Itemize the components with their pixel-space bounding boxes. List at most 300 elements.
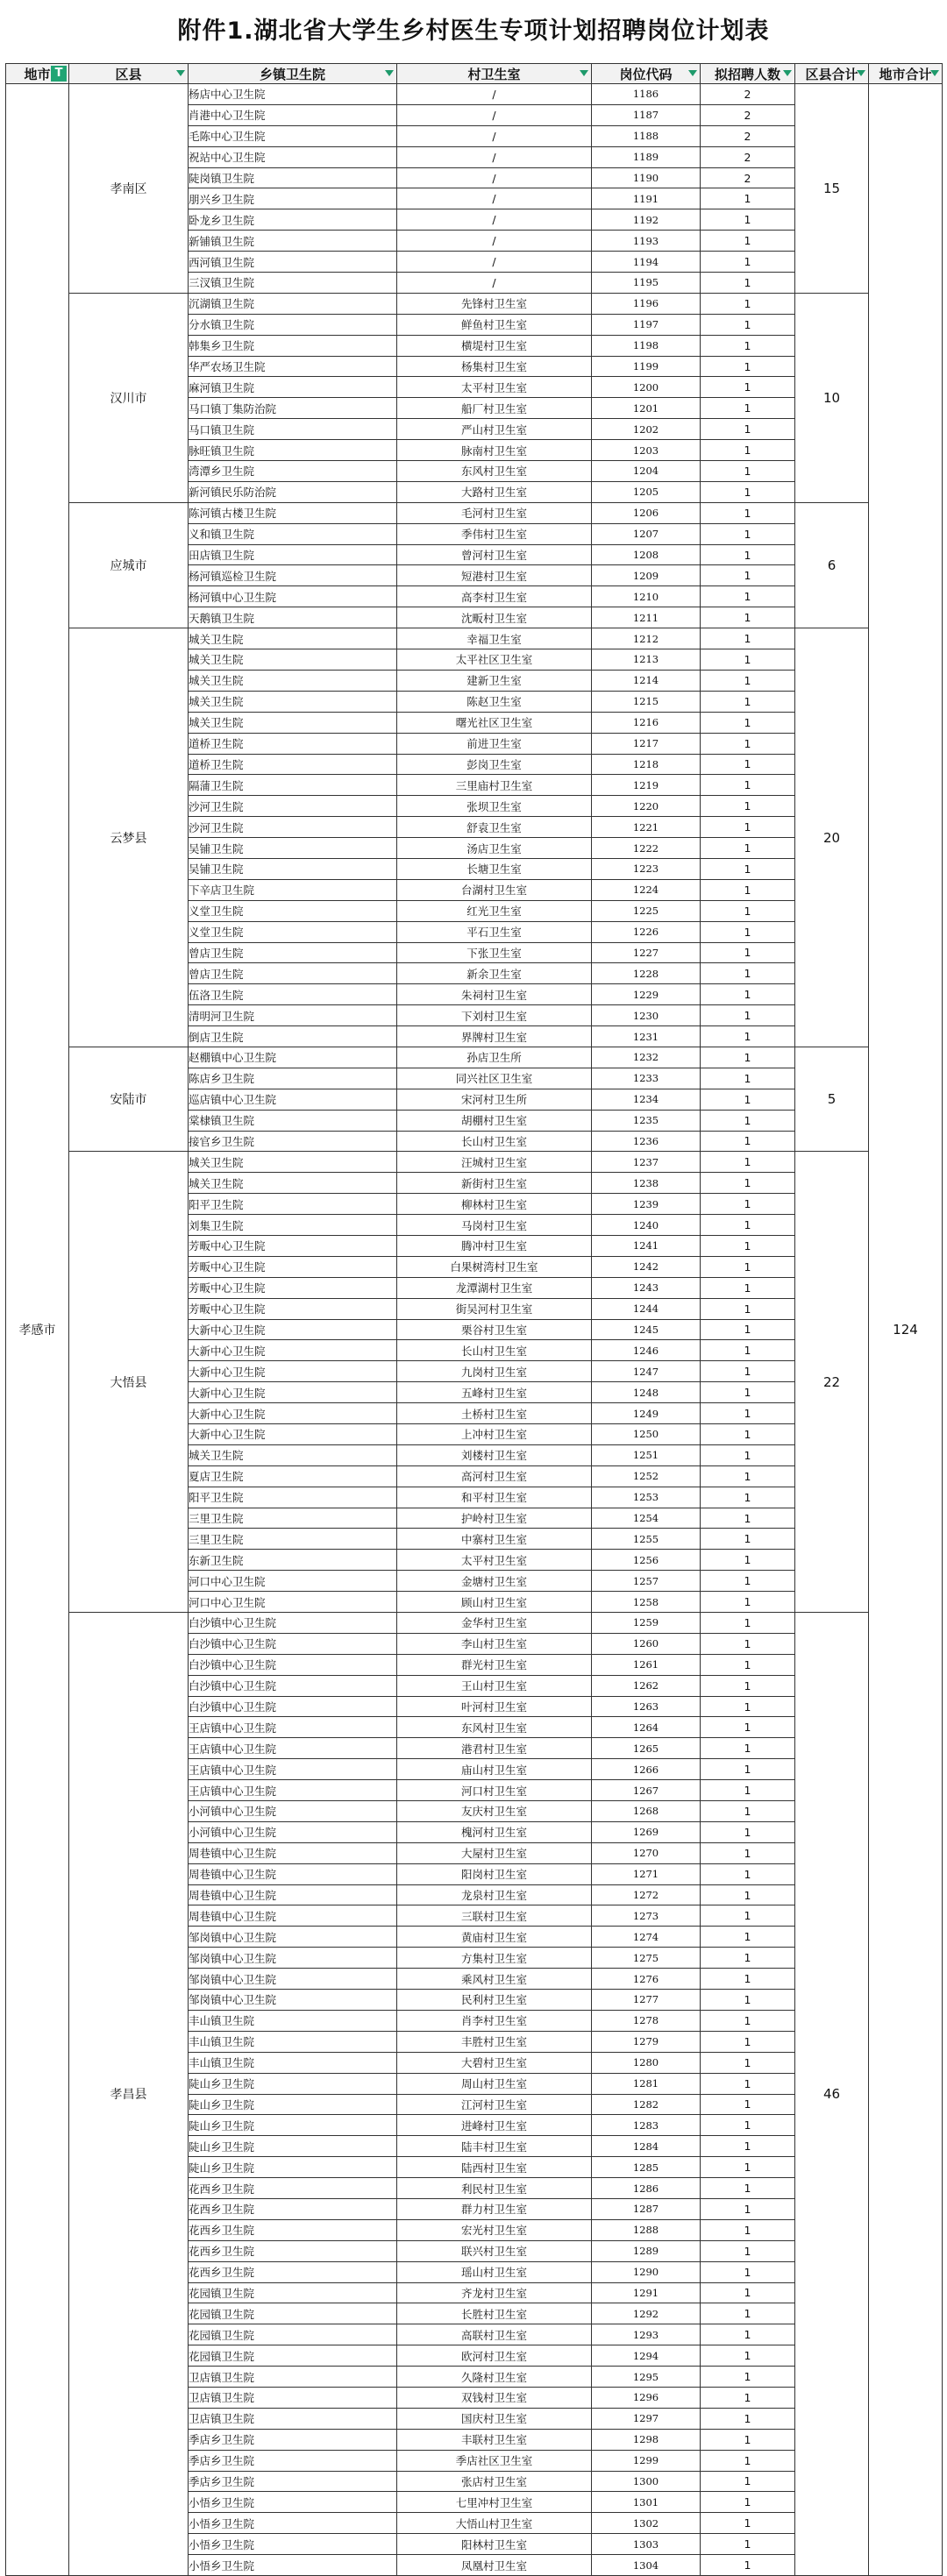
village-clinic-cell: 庙山村卫生室 <box>397 1759 592 1780</box>
position-code-cell: 1251 <box>592 1444 701 1465</box>
village-clinic-cell: 季店社区卫生室 <box>397 2450 592 2471</box>
township-hospital-cell: 隔蒲卫生院 <box>189 775 397 796</box>
recruit-count-cell: 1 <box>701 1550 795 1571</box>
position-code-cell: 1188 <box>592 125 701 146</box>
position-code-cell: 1247 <box>592 1361 701 1382</box>
position-code-cell: 1263 <box>592 1696 701 1717</box>
recruit-count-cell: 1 <box>701 231 795 252</box>
township-hospital-cell: 伍洛卫生院 <box>189 984 397 1005</box>
position-code-cell: 1224 <box>592 879 701 900</box>
header-city-total: 地市合计 <box>869 64 943 84</box>
township-hospital-cell: 王店镇中心卫生院 <box>189 1738 397 1759</box>
township-hospital-cell: 花园镇卫生院 <box>189 2345 397 2367</box>
county-total-cell: 5 <box>795 1047 869 1151</box>
position-code-cell: 1291 <box>592 2282 701 2303</box>
township-hospital-cell: 卫店镇卫生院 <box>189 2367 397 2388</box>
position-code-cell: 1231 <box>592 1026 701 1047</box>
village-clinic-cell: 横堤村卫生室 <box>397 335 592 356</box>
recruit-count-cell: 1 <box>701 1821 795 1842</box>
village-clinic-cell: 友庆村卫生室 <box>397 1801 592 1822</box>
township-hospital-cell: 道桥卫生院 <box>189 733 397 754</box>
position-code-cell: 1272 <box>592 1884 701 1905</box>
village-clinic-cell: 柳林村卫生室 <box>397 1194 592 1215</box>
village-clinic-cell: 舒袁卫生室 <box>397 817 592 838</box>
village-clinic-cell: / <box>397 209 592 231</box>
position-code-cell: 1252 <box>592 1465 701 1487</box>
position-code-cell: 1276 <box>592 1969 701 1990</box>
filter-dropdown-icon[interactable] <box>385 70 394 76</box>
township-hospital-cell: 脉旺镇卫生院 <box>189 440 397 461</box>
recruitment-table <box>5 63 943 2576</box>
village-clinic-cell: 港君村卫生室 <box>397 1738 592 1759</box>
county-cell: 孝昌县 <box>69 1613 189 2576</box>
recruit-count-cell: 1 <box>701 712 795 733</box>
recruit-count-cell: 1 <box>701 1131 795 1152</box>
position-code-cell: 1211 <box>592 607 701 628</box>
village-clinic-cell: 王山村卫生室 <box>397 1675 592 1696</box>
village-clinic-cell: 马岗村卫生室 <box>397 1215 592 1236</box>
township-hospital-cell: 湾潭乡卫生院 <box>189 461 397 482</box>
position-code-cell: 1271 <box>592 1863 701 1884</box>
village-clinic-cell: 金华村卫生室 <box>397 1613 592 1634</box>
village-clinic-cell: 街吴河村卫生室 <box>397 1298 592 1319</box>
recruit-count-cell: 1 <box>701 1675 795 1696</box>
recruit-count-cell: 1 <box>701 1110 795 1131</box>
recruit-count-cell: 1 <box>701 2492 795 2513</box>
township-hospital-cell: 城关卫生院 <box>189 691 397 712</box>
village-clinic-cell: 同兴社区卫生室 <box>397 1068 592 1089</box>
township-hospital-cell: 棠棣镇卫生院 <box>189 1110 397 1131</box>
village-clinic-cell: 宋河村卫生所 <box>397 1089 592 1110</box>
township-hospital-cell: 巡店镇中心卫生院 <box>189 1089 397 1110</box>
village-clinic-cell: 联兴村卫生室 <box>397 2240 592 2261</box>
position-code-cell: 1215 <box>592 691 701 712</box>
township-hospital-cell: 陡岗镇卫生院 <box>189 167 397 188</box>
recruit-count-cell: 1 <box>701 1235 795 1256</box>
position-code-cell: 1304 <box>592 2555 701 2576</box>
recruit-count-cell: 1 <box>701 2115 795 2136</box>
position-code-cell: 1205 <box>592 481 701 502</box>
position-code-cell: 1255 <box>592 1529 701 1550</box>
header-village-clinic: 村卫生室 <box>397 64 592 84</box>
township-hospital-cell: 花西乡卫生院 <box>189 2178 397 2199</box>
position-code-cell: 1264 <box>592 1717 701 1738</box>
position-code-cell: 1200 <box>592 377 701 398</box>
township-hospital-cell: 邹岗镇中心卫生院 <box>189 1927 397 1948</box>
recruit-count-cell: 1 <box>701 586 795 607</box>
recruit-count-cell: 1 <box>701 1256 795 1277</box>
township-hospital-cell: 义堂卫生院 <box>189 900 397 921</box>
township-hospital-cell: 吴铺卫生院 <box>189 838 397 859</box>
recruit-count-cell: 1 <box>701 502 795 523</box>
village-clinic-cell: 东风村卫生室 <box>397 461 592 482</box>
recruit-count-cell: 1 <box>701 356 795 377</box>
township-hospital-cell: 沙河卫生院 <box>189 796 397 817</box>
position-code-cell: 1190 <box>592 167 701 188</box>
township-hospital-cell: 白沙镇中心卫生院 <box>189 1633 397 1654</box>
village-clinic-cell: 高李村卫生室 <box>397 586 592 607</box>
recruit-count-cell: 1 <box>701 1633 795 1654</box>
recruit-count-cell: 1 <box>701 1613 795 1634</box>
filter-dropdown-icon[interactable] <box>176 70 185 76</box>
township-hospital-cell: 城关卫生院 <box>189 1444 397 1465</box>
village-clinic-cell: / <box>397 146 592 167</box>
township-hospital-cell: 东新卫生院 <box>189 1550 397 1571</box>
recruit-count-cell: 1 <box>701 2429 795 2450</box>
table-row <box>6 1613 943 1634</box>
village-clinic-cell: 红光卫生室 <box>397 900 592 921</box>
position-code-cell: 1234 <box>592 1089 701 1110</box>
position-code-cell: 1269 <box>592 1821 701 1842</box>
recruit-count-cell: 1 <box>701 2513 795 2534</box>
position-code-cell: 1198 <box>592 335 701 356</box>
township-hospital-cell: 河口中心卫生院 <box>189 1592 397 1613</box>
village-clinic-cell: 毛河村卫生室 <box>397 502 592 523</box>
township-hospital-cell: 大新中心卫生院 <box>189 1361 397 1382</box>
recruit-count-cell: 1 <box>701 1969 795 1990</box>
township-hospital-cell: 西河镇卫生院 <box>189 252 397 273</box>
filter-dropdown-icon[interactable] <box>783 70 792 76</box>
county-total-cell: 10 <box>795 293 869 502</box>
position-code-cell: 1270 <box>592 1842 701 1863</box>
township-hospital-cell: 赵棚镇中心卫生院 <box>189 1047 397 1068</box>
village-clinic-cell: 脉南村卫生室 <box>397 440 592 461</box>
recruit-count-cell: 1 <box>701 377 795 398</box>
recruit-count-cell: 1 <box>701 796 795 817</box>
position-code-cell: 1258 <box>592 1592 701 1613</box>
position-code-cell: 1283 <box>592 2115 701 2136</box>
township-hospital-cell: 城关卫生院 <box>189 670 397 691</box>
position-code-cell: 1192 <box>592 209 701 231</box>
position-code-cell: 1195 <box>592 273 701 294</box>
village-clinic-cell: 大屋村卫生室 <box>397 1842 592 1863</box>
county-total-cell: 6 <box>795 502 869 628</box>
township-hospital-cell: 王店镇中心卫生院 <box>189 1759 397 1780</box>
position-code-cell: 1191 <box>592 188 701 209</box>
recruit-count-cell: 1 <box>701 314 795 335</box>
recruit-count-cell: 1 <box>701 2178 795 2199</box>
village-clinic-cell: 宏光村卫生室 <box>397 2219 592 2240</box>
position-code-cell: 1210 <box>592 586 701 607</box>
township-hospital-cell: 芳畈中心卫生院 <box>189 1298 397 1319</box>
position-code-cell: 1293 <box>592 2324 701 2345</box>
township-hospital-cell: 丰山镇卫生院 <box>189 2052 397 2073</box>
position-code-cell: 1285 <box>592 2157 701 2178</box>
filter-dropdown-icon[interactable] <box>688 70 697 76</box>
position-code-cell: 1279 <box>592 2031 701 2052</box>
position-code-cell: 1241 <box>592 1235 701 1256</box>
recruit-count-cell: 1 <box>701 900 795 921</box>
township-hospital-cell: 季店乡卫生院 <box>189 2450 397 2471</box>
position-code-cell: 1187 <box>592 104 701 125</box>
township-hospital-cell: 吴铺卫生院 <box>189 858 397 879</box>
table-row <box>6 1152 943 1173</box>
recruit-count-cell: 1 <box>701 754 795 775</box>
village-clinic-cell: 朱祠村卫生室 <box>397 984 592 1005</box>
recruit-count-cell: 1 <box>701 2450 795 2471</box>
recruit-count-cell: 1 <box>701 461 795 482</box>
recruit-count-cell: 1 <box>701 2073 795 2094</box>
recruit-count-cell: 1 <box>701 1654 795 1675</box>
filter-active-icon[interactable]: T <box>51 66 67 82</box>
village-clinic-cell: 张店村卫生室 <box>397 2471 592 2492</box>
recruit-count-cell: 1 <box>701 1529 795 1550</box>
village-clinic-cell: 栗谷村卫生室 <box>397 1319 592 1340</box>
village-clinic-cell: / <box>397 104 592 125</box>
recruit-count-cell: 1 <box>701 838 795 859</box>
township-hospital-cell: 道桥卫生院 <box>189 754 397 775</box>
position-code-cell: 1260 <box>592 1633 701 1654</box>
position-code-cell: 1242 <box>592 1256 701 1277</box>
county-total-cell: 22 <box>795 1152 869 1613</box>
village-clinic-cell: 建新卫生室 <box>397 670 592 691</box>
header-county-total: 区县合计 <box>795 64 869 84</box>
position-code-cell: 1286 <box>592 2178 701 2199</box>
township-hospital-cell: 邹岗镇中心卫生院 <box>189 1948 397 1969</box>
township-hospital-cell: 花园镇卫生院 <box>189 2303 397 2324</box>
village-clinic-cell: 槐河村卫生室 <box>397 1821 592 1842</box>
township-hospital-cell: 芳畈中心卫生院 <box>189 1235 397 1256</box>
position-code-cell: 1193 <box>592 231 701 252</box>
recruit-count-cell: 1 <box>701 481 795 502</box>
township-hospital-cell: 卫店镇卫生院 <box>189 2387 397 2408</box>
township-hospital-cell: 王店镇中心卫生院 <box>189 1717 397 1738</box>
recruit-count-cell: 1 <box>701 1738 795 1759</box>
recruit-count-cell: 1 <box>701 984 795 1005</box>
village-clinic-cell: 丰联村卫生室 <box>397 2429 592 2450</box>
position-code-cell: 1199 <box>592 356 701 377</box>
recruit-count-cell: 1 <box>701 440 795 461</box>
village-clinic-cell: 严山村卫生室 <box>397 419 592 440</box>
township-hospital-cell: 周巷镇中心卫生院 <box>189 1884 397 1905</box>
position-code-cell: 1233 <box>592 1068 701 1089</box>
filter-dropdown-icon[interactable] <box>580 70 588 76</box>
recruit-count-cell: 1 <box>701 2408 795 2429</box>
position-code-cell: 1297 <box>592 2408 701 2429</box>
recruit-count-cell: 1 <box>701 252 795 273</box>
recruit-count-cell: 1 <box>701 2324 795 2345</box>
township-hospital-cell: 华严农场卫生院 <box>189 356 397 377</box>
filter-dropdown-icon[interactable] <box>930 70 939 76</box>
position-code-cell: 1207 <box>592 523 701 544</box>
position-code-cell: 1295 <box>592 2367 701 2388</box>
village-clinic-cell: 五峰村卫生室 <box>397 1382 592 1403</box>
township-hospital-cell: 沙河卫生院 <box>189 817 397 838</box>
county-cell: 汉川市 <box>69 293 189 502</box>
page-title: 附件1.湖北省大学生乡村医生专项计划招聘岗位计划表 <box>177 18 770 45</box>
position-code-cell: 1243 <box>592 1277 701 1298</box>
village-clinic-cell: 齐龙村卫生室 <box>397 2282 592 2303</box>
recruit-count-cell: 1 <box>701 1444 795 1465</box>
position-code-cell: 1265 <box>592 1738 701 1759</box>
recruit-count-cell: 1 <box>701 2555 795 2576</box>
village-clinic-cell: 顾山村卫生室 <box>397 1592 592 1613</box>
village-clinic-cell: 大碧村卫生室 <box>397 2052 592 2073</box>
village-clinic-cell: 沈畈村卫生室 <box>397 607 592 628</box>
position-code-cell: 1208 <box>592 544 701 565</box>
position-code-cell: 1219 <box>592 775 701 796</box>
village-clinic-cell: 欧河村卫生室 <box>397 2345 592 2367</box>
position-code-cell: 1239 <box>592 1194 701 1215</box>
recruit-count-cell: 1 <box>701 963 795 984</box>
village-clinic-cell: 瑶山村卫生室 <box>397 2261 592 2282</box>
township-hospital-cell: 马口镇丁集防治院 <box>189 398 397 419</box>
recruit-count-cell: 2 <box>701 167 795 188</box>
township-hospital-cell: 陡山乡卫生院 <box>189 2094 397 2115</box>
position-code-cell: 1266 <box>592 1759 701 1780</box>
recruit-count-cell: 1 <box>701 1801 795 1822</box>
village-clinic-cell: 大悟山村卫生室 <box>397 2513 592 2534</box>
village-clinic-cell: 方集村卫生室 <box>397 1948 592 1969</box>
position-code-cell: 1237 <box>592 1152 701 1173</box>
recruit-count-cell: 1 <box>701 1382 795 1403</box>
village-clinic-cell: 河口村卫生室 <box>397 1780 592 1801</box>
village-clinic-cell: 土桥村卫生室 <box>397 1403 592 1424</box>
township-hospital-cell: 河口中心卫生院 <box>189 1571 397 1592</box>
recruit-count-cell: 1 <box>701 607 795 628</box>
township-hospital-cell: 花园镇卫生院 <box>189 2324 397 2345</box>
township-hospital-cell: 王店镇中心卫生院 <box>189 1780 397 1801</box>
position-code-cell: 1287 <box>592 2198 701 2219</box>
village-clinic-cell: 陈赵卫生室 <box>397 691 592 712</box>
position-code-cell: 1189 <box>592 146 701 167</box>
village-clinic-cell: 护岭村卫生室 <box>397 1508 592 1529</box>
township-hospital-cell: 曾店卫生院 <box>189 942 397 963</box>
township-hospital-cell: 大新中心卫生院 <box>189 1382 397 1403</box>
village-clinic-cell: 九岗村卫生室 <box>397 1361 592 1382</box>
recruit-count-cell: 1 <box>701 2303 795 2324</box>
recruit-count-cell: 1 <box>701 398 795 419</box>
recruit-count-cell: 1 <box>701 523 795 544</box>
recruit-count-cell: 1 <box>701 921 795 942</box>
position-code-cell: 1299 <box>592 2450 701 2471</box>
position-code-cell: 1230 <box>592 1005 701 1026</box>
township-hospital-cell: 清明河卫生院 <box>189 1005 397 1026</box>
village-clinic-cell: 腾冲村卫生室 <box>397 1235 592 1256</box>
village-clinic-cell: 阳林村卫生室 <box>397 2534 592 2555</box>
position-code-cell: 1240 <box>592 1215 701 1236</box>
position-code-cell: 1246 <box>592 1340 701 1361</box>
position-code-cell: 1288 <box>592 2219 701 2240</box>
village-clinic-cell: 长胜村卫生室 <box>397 2303 592 2324</box>
position-code-cell: 1213 <box>592 649 701 671</box>
recruit-count-cell: 1 <box>701 858 795 879</box>
position-code-cell: 1250 <box>592 1424 701 1445</box>
township-hospital-cell: 沉湖镇卫生院 <box>189 293 397 314</box>
position-code-cell: 1280 <box>592 2052 701 2073</box>
county-cell: 应城市 <box>69 502 189 628</box>
township-hospital-cell: 新铺镇卫生院 <box>189 231 397 252</box>
village-clinic-cell: 彭岗卫生室 <box>397 754 592 775</box>
village-clinic-cell: 曾河村卫生室 <box>397 544 592 565</box>
position-code-cell: 1203 <box>592 440 701 461</box>
village-clinic-cell: 汤店卫生室 <box>397 838 592 859</box>
position-code-cell: 1201 <box>592 398 701 419</box>
position-code-cell: 1290 <box>592 2261 701 2282</box>
position-code-cell: 1274 <box>592 1927 701 1948</box>
recruit-count-cell: 1 <box>701 2534 795 2555</box>
village-clinic-cell: 前进卫生室 <box>397 733 592 754</box>
position-code-cell: 1296 <box>592 2387 701 2408</box>
recruit-count-cell: 1 <box>701 2240 795 2261</box>
township-hospital-cell: 芳畈中心卫生院 <box>189 1256 397 1277</box>
position-code-cell: 1302 <box>592 2513 701 2534</box>
recruit-count-cell: 1 <box>701 628 795 649</box>
position-code-cell: 1303 <box>592 2534 701 2555</box>
position-code-cell: 1222 <box>592 838 701 859</box>
recruit-count-cell: 1 <box>701 817 795 838</box>
township-hospital-cell: 小悟乡卫生院 <box>189 2492 397 2513</box>
township-hospital-cell: 陡山乡卫生院 <box>189 2136 397 2157</box>
village-clinic-cell: 幸福卫生室 <box>397 628 592 649</box>
position-code-cell: 1218 <box>592 754 701 775</box>
recruit-count-cell: 1 <box>701 670 795 691</box>
header-county: 区县 <box>69 64 189 84</box>
township-hospital-cell: 花西乡卫生院 <box>189 2261 397 2282</box>
village-clinic-cell: 下张卫生室 <box>397 942 592 963</box>
township-hospital-cell: 大新中心卫生院 <box>189 1340 397 1361</box>
recruit-count-cell: 1 <box>701 2136 795 2157</box>
village-clinic-cell: 叶河村卫生室 <box>397 1696 592 1717</box>
recruit-count-cell: 1 <box>701 1948 795 1969</box>
township-hospital-cell: 花西乡卫生院 <box>189 2219 397 2240</box>
township-hospital-cell: 周巷镇中心卫生院 <box>189 1905 397 1927</box>
township-hospital-cell: 倒店卫生院 <box>189 1026 397 1047</box>
position-code-cell: 1225 <box>592 900 701 921</box>
township-hospital-cell: 阳平卫生院 <box>189 1194 397 1215</box>
recruit-count-cell: 1 <box>701 293 795 314</box>
village-clinic-cell: 高联村卫生室 <box>397 2324 592 2345</box>
position-code-cell: 1267 <box>592 1780 701 1801</box>
township-hospital-cell: 小悟乡卫生院 <box>189 2513 397 2534</box>
position-code-cell: 1245 <box>592 1319 701 1340</box>
township-hospital-cell: 小河镇中心卫生院 <box>189 1801 397 1822</box>
township-hospital-cell: 田店镇卫生院 <box>189 544 397 565</box>
village-clinic-cell: 黄庙村卫生室 <box>397 1927 592 1948</box>
township-hospital-cell: 麻河镇卫生院 <box>189 377 397 398</box>
township-hospital-cell: 接官乡卫生院 <box>189 1131 397 1152</box>
header-position-code: 岗位代码 <box>592 64 701 84</box>
village-clinic-cell: 张坝卫生室 <box>397 796 592 817</box>
village-clinic-cell: 进峰村卫生室 <box>397 2115 592 2136</box>
recruit-count-cell: 2 <box>701 125 795 146</box>
county-cell: 云梦县 <box>69 628 189 1047</box>
recruit-count-cell: 1 <box>701 2157 795 2178</box>
recruit-count-cell: 1 <box>701 1487 795 1508</box>
village-clinic-cell: 陆西村卫生室 <box>397 2157 592 2178</box>
township-hospital-cell: 白沙镇中心卫生院 <box>189 1613 397 1634</box>
recruit-count-cell: 2 <box>701 146 795 167</box>
position-code-cell: 1197 <box>592 314 701 335</box>
recruit-count-cell: 1 <box>701 1403 795 1424</box>
township-hospital-cell: 义和镇卫生院 <box>189 523 397 544</box>
village-clinic-cell: 鲜鱼村卫生室 <box>397 314 592 335</box>
position-code-cell: 1227 <box>592 942 701 963</box>
position-code-cell: 1289 <box>592 2240 701 2261</box>
village-clinic-cell: 龙泉村卫生室 <box>397 1884 592 1905</box>
township-hospital-cell: 邹岗镇中心卫生院 <box>189 1990 397 2011</box>
position-code-cell: 1236 <box>592 1131 701 1152</box>
recruit-count-cell: 1 <box>701 1089 795 1110</box>
village-clinic-cell: 和平村卫生室 <box>397 1487 592 1508</box>
recruit-count-cell: 1 <box>701 2345 795 2367</box>
position-code-cell: 1259 <box>592 1613 701 1634</box>
filter-dropdown-icon[interactable] <box>857 70 865 76</box>
township-hospital-cell: 卧龙乡卫生院 <box>189 209 397 231</box>
village-clinic-cell: / <box>397 273 592 294</box>
village-clinic-cell: 长山村卫生室 <box>397 1340 592 1361</box>
recruit-count-cell: 1 <box>701 1717 795 1738</box>
